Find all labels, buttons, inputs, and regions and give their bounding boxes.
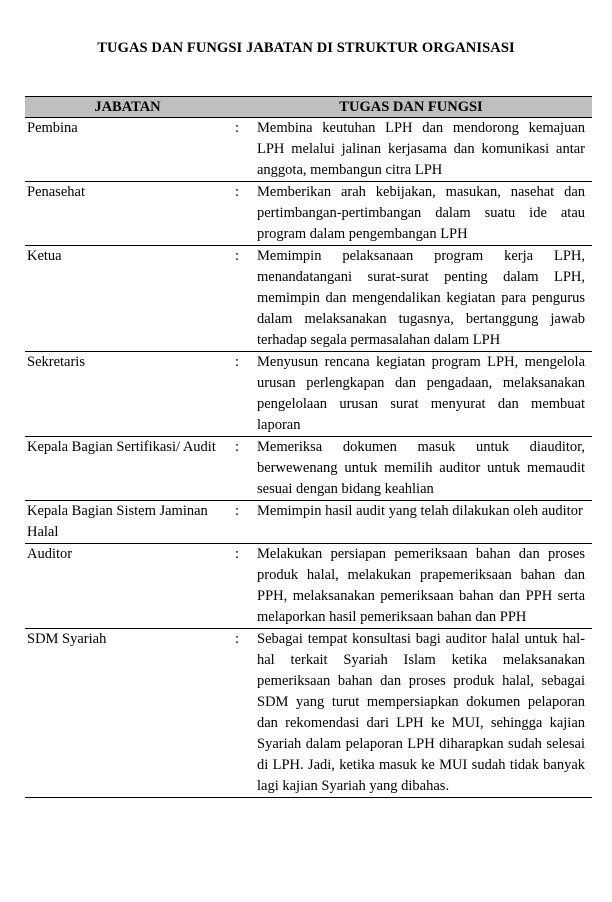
document-title: TUGAS DAN FUNGSI JABATAN DI STRUKTUR ORGANISASI — [97, 40, 515, 56]
tugas-fungsi-table — [25, 96, 592, 798]
jabatan-cell: Sekretaris — [25, 352, 230, 437]
separator-colon: : — [230, 182, 257, 246]
tugas-cell: Sebagai tempat konsultasi bagi auditor halal untuk hal-hal terkait Syariah Islam ketika melaksanakan pemeriksaan bahan dan proses produk halal, sebagai SDM yang turut mempersiapkan dokumen pelaporan dan rekomendasi dari LPH ke MUI, sehingga kajian Syariah dalam pelaporan LPH diharapkan sudah selesai di LPH. Jadi, ketika masuk ke MUI sudah tidak banyak lagi kajian Syariah yang dibahas. — [257, 629, 592, 798]
table-row — [25, 182, 592, 246]
separator-colon: : — [230, 437, 257, 501]
table-row — [25, 118, 592, 182]
separator-colon: : — [230, 629, 257, 798]
table-row — [25, 437, 592, 501]
separator-colon: : — [230, 501, 257, 544]
tugas-cell: Memimpin hasil audit yang telah dilakukan oleh auditor — [257, 501, 592, 544]
table-row — [25, 629, 592, 798]
table-row — [25, 246, 592, 352]
jabatan-cell: Kepala Bagian Sertifikasi/ Audit — [25, 437, 230, 501]
tugas-cell: Memimpin pelaksanaan program kerja LPH, menandatangani surat-surat penting dalam LPH, memimpin dan mengendalikan kegiatan para pengurus dalam melaksanakan tugasnya, bertanggung jawab terhadap segala permasalahan dalam LPH — [257, 246, 592, 352]
header-tugas-fungsi: TUGAS DAN FUNGSI — [230, 97, 592, 118]
tugas-cell: Menyusun rencana kegiatan program LPH, mengelola urusan perlengkapan dan pengadaan, melaksanakan pengelolaan urusan surat menyurat dan membuat laporan — [257, 352, 592, 437]
tugas-cell: Memeriksa dokumen masuk untuk diauditor, berwewenang untuk memilih auditor untuk memaudit sesuai dengan bidang keahlian — [257, 437, 592, 501]
jabatan-cell: Kepala Bagian Sistem Jaminan Halal — [25, 501, 230, 544]
header-jabatan: JABATAN — [25, 97, 230, 118]
jabatan-cell: Penasehat — [25, 182, 230, 246]
separator-colon: : — [230, 118, 257, 182]
jabatan-cell: Pembina — [25, 118, 230, 182]
table-header — [25, 97, 592, 118]
table-row — [25, 501, 592, 544]
tugas-cell: Membina keutuhan LPH dan mendorong kemajuan LPH melalui jalinan kerjasama dan komunikasi antar anggota, membangun citra LPH — [257, 118, 592, 182]
separator-colon: : — [230, 544, 257, 629]
separator-colon: : — [230, 352, 257, 437]
table-row — [25, 352, 592, 437]
table-row — [25, 544, 592, 629]
jabatan-cell: SDM Syariah — [25, 629, 230, 798]
jabatan-cell: Ketua — [25, 246, 230, 352]
jabatan-cell: Auditor — [25, 544, 230, 629]
tugas-cell: Melakukan persiapan pemeriksaan bahan dan proses produk halal, melakukan prapemeriksaan bahan dan PPH, melaksanakan pemeriksaan bahan dan PPH serta melaporkan hasil pemeriksaan bahan dan PPH — [257, 544, 592, 629]
tugas-cell: Memberikan arah kebijakan, masukan, nasehat dan pertimbangan-pertimbangan dalam suatu ide atau program dalam pengembangan LPH — [257, 182, 592, 246]
separator-colon: : — [230, 246, 257, 352]
